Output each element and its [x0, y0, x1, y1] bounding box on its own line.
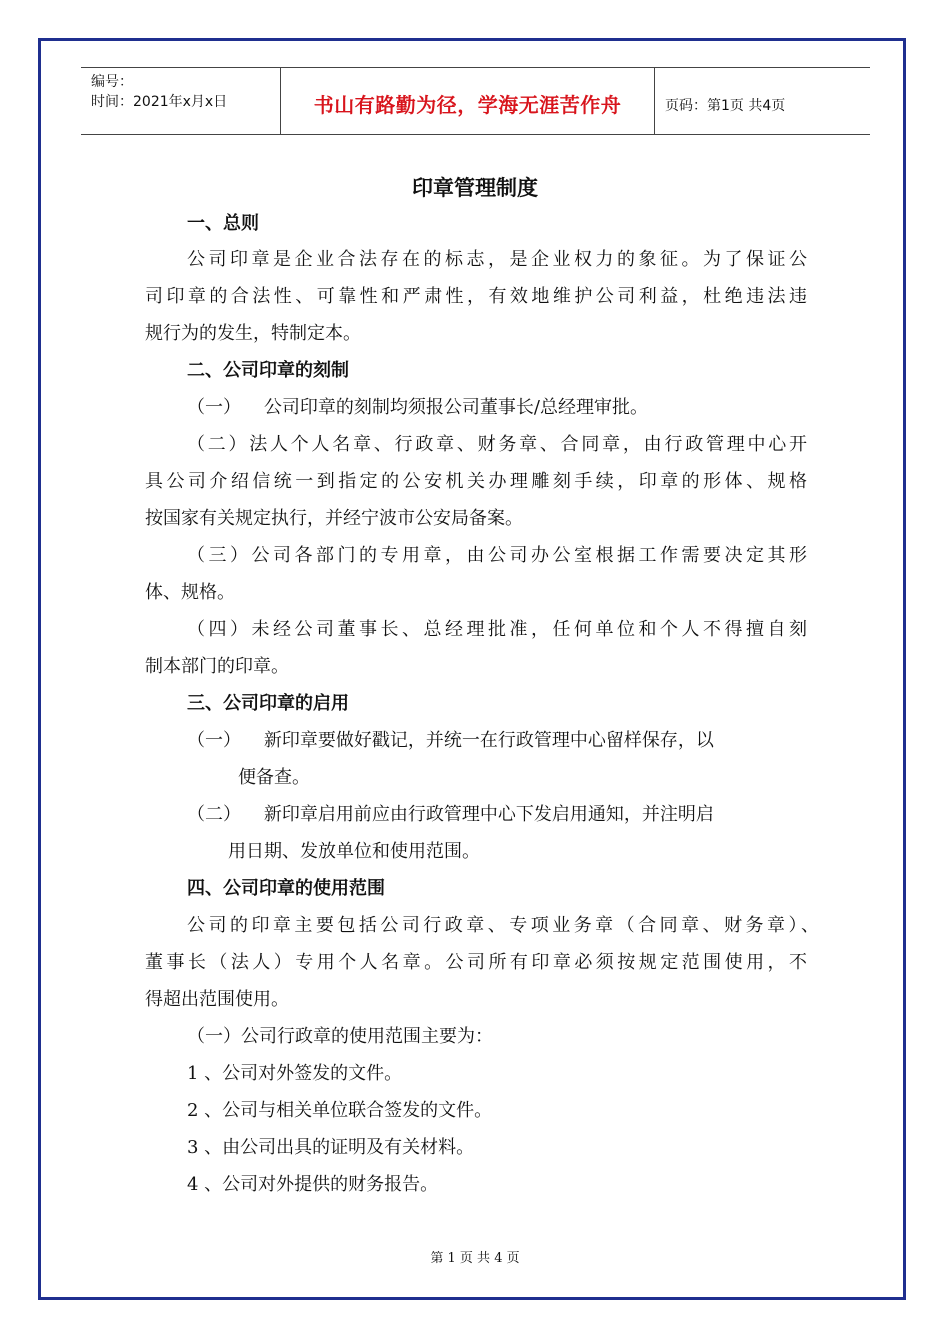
body-line: （二）法人个人名章、行政章、财务章、合同章，由行政管理中心开 [187, 434, 807, 455]
body-line: 规行为的发生，特制定本。 [145, 323, 361, 344]
header-middle-cell [281, 68, 655, 134]
body-line: （一）公司行政章的使用范围主要为： [187, 1026, 493, 1047]
body-line: （一） 公司印章的刻制均须报公司董事长/总经理审批。 [187, 397, 648, 418]
page-footer: 第 1 页 共 4 页 [430, 1251, 520, 1266]
header-left-cell [81, 68, 281, 134]
body-line: （四）未经公司董事长、总经理批准，任何单位和个人不得擅自刻 [187, 619, 807, 640]
body-line: 公司印章是企业合法存在的标志，是企业权力的象征。为了保证公 [187, 249, 807, 270]
header-table [81, 67, 870, 135]
section-heading: 四、公司印章的使用范围 [187, 878, 385, 899]
body-line: （一） 新印章要做好戳记，并统一在行政管理中心留样保存，以 [187, 730, 714, 751]
body-line: 董事长（法人）专用个人名章。公司所有印章必须按规定范围使用，不 [145, 952, 807, 973]
list-item: 3 、由公司出具的证明及有关材料。 [187, 1137, 475, 1158]
header-right-cell [655, 68, 870, 134]
list-item: 1 、公司对外签发的文件。 [187, 1063, 403, 1084]
body-line: 按国家有关规定执行，并经宁波市公安局备案。 [145, 508, 523, 529]
section-heading: 一、总则 [187, 213, 259, 234]
page-label: 页码：第1页 共4页 [665, 98, 786, 114]
body-line: 便备查。 [238, 767, 310, 788]
body-line: 得超出范围使用。 [145, 989, 289, 1010]
body-line: 具公司介绍信统一到指定的公安机关办理雕刻手续，印章的形体、规格 [145, 471, 807, 492]
body-line: （三）公司各部门的专用章，由公司办公室根据工作需要决定其形 [187, 545, 807, 566]
list-item: 2 、公司与相关单位联合签发的文件。 [187, 1100, 493, 1121]
motto-text: 书山有路勤为径，学海无涯苦作舟 [313, 93, 622, 117]
body-line: （二） 新印章启用前应由行政管理中心下发启用通知，并注明启 [187, 804, 714, 825]
number-label: 编号： [91, 74, 133, 90]
section-heading: 三、公司印章的启用 [187, 693, 349, 714]
document-title: 印章管理制度 [412, 176, 538, 200]
body-line: 司印章的合法性、可靠性和严肃性，有效地维护公司利益，杜绝违法违 [145, 286, 807, 307]
section-heading: 二、公司印章的刻制 [187, 360, 349, 381]
time-label: 时间：2021年x月x日 [91, 94, 228, 110]
body-line: 制本部门的印章。 [145, 656, 289, 677]
body-line: 体、规格。 [145, 582, 235, 603]
list-item: 4 、公司对外提供的财务报告。 [187, 1174, 439, 1195]
body-line: 用日期、发放单位和使用范围。 [228, 841, 480, 862]
body-line: 公司的印章主要包括公司行政章、专项业务章（合同章、财务章）、 [187, 915, 819, 936]
